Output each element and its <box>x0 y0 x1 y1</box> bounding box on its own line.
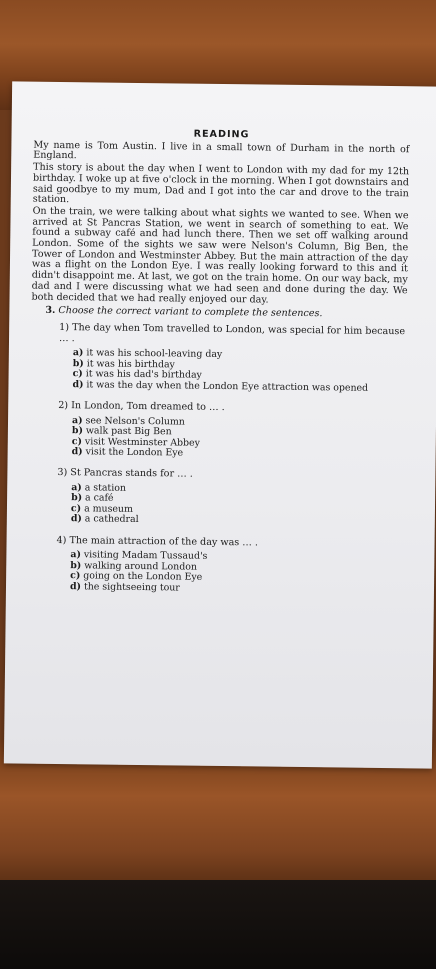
option-text: a café <box>85 492 114 505</box>
option-text: going on the London Eye <box>83 570 203 583</box>
option-letter: b) <box>72 357 84 370</box>
option-letter: a) <box>71 414 83 426</box>
option-letter: a) <box>70 549 81 561</box>
option-letter: d) <box>71 446 83 458</box>
answer-option[interactable] <box>72 380 406 394</box>
answer-options <box>71 483 405 529</box>
question-number: 2) <box>58 399 69 412</box>
option-letter: b) <box>71 425 83 437</box>
question-text <box>57 468 405 483</box>
question-prompt: St Pancras stands for … . <box>70 467 193 480</box>
option-text: it was his school-leaving day <box>86 347 223 361</box>
task-instruction <box>45 306 407 321</box>
option-letter: d) <box>70 513 82 525</box>
option-text: it was his dad's birthday <box>85 368 202 381</box>
worksheet-paper <box>4 81 436 768</box>
question-text <box>57 536 405 551</box>
question-prompt: The main attraction of the day was … . <box>69 534 259 549</box>
question-number: 4) <box>56 534 67 546</box>
question-text <box>59 323 407 349</box>
task-text: Choose the correct variant to complete the sentences. <box>58 305 323 320</box>
task-number: 3. <box>45 305 56 317</box>
question-text <box>58 401 406 416</box>
worksheet-content <box>28 128 410 608</box>
question-list <box>28 323 407 597</box>
option-letter: c) <box>70 502 82 515</box>
answer-options <box>72 416 406 462</box>
paragraph-london-trip: On the train, we were talking about what sights we wanted to see. When we arrived at St Pancras Station, we went in search of something to eat. We found a subway café and had lunch there. Then we set off walking around London. Some of the sights we saw were Nelson's Column, Big Ben, the Tower of London and Westminster Abbey. But the main attraction of the day was a flight on the London Eye. I was really looking forward to this and it didn't disappoint me. At last, we got on the train home. On our way back, my dad and I were discussing what we had seen and done during the day. We both decided that we had really enjoyed our day. <box>31 205 409 306</box>
option-text: the sightseeing tour <box>83 580 180 594</box>
option-letter: d) <box>72 378 84 390</box>
option-text: a station <box>84 482 126 494</box>
option-letter: c) <box>71 435 83 447</box>
option-text: a museum <box>84 503 133 515</box>
option-text: visit the London Eye <box>85 446 184 459</box>
option-text: it was the day when the London Eye attraction was opened <box>86 378 369 394</box>
question-1 <box>58 323 407 394</box>
question-prompt: The day when Tom travelled to London, was special for him because … . <box>58 322 406 344</box>
option-letter: b) <box>70 559 82 572</box>
option-text: see Nelson's Column <box>85 415 185 428</box>
option-text: walk past Big Ben <box>85 425 172 438</box>
paragraph-intro: My name is Tom Austin. I live in a small town of Durham in the north of England. <box>33 139 410 162</box>
question-prompt: In London, Tom dreamed to … . <box>71 400 225 414</box>
option-text: visit Westminster Abbey <box>84 435 200 449</box>
paragraph-morning: This story is about the day when I went to London with my dad for my 12th birthday. I woke up at five o'clock in the morning. When I got downstairs and said goodbye to my mum, Dad and I got into the car and drove to the train station. <box>32 161 410 206</box>
option-letter: d) <box>69 580 82 592</box>
option-letter: c) <box>72 368 83 380</box>
option-letter: b) <box>71 492 83 504</box>
option-text: walking around London <box>84 560 198 573</box>
question-2 <box>58 401 407 462</box>
question-number: 1) <box>59 321 70 334</box>
dark-floor <box>0 880 436 969</box>
option-letter: a) <box>72 347 84 359</box>
option-letter: a) <box>71 482 82 494</box>
question-number: 3) <box>57 467 68 479</box>
option-text: visiting Madam Tussaud's <box>83 549 208 563</box>
answer-options <box>72 349 406 395</box>
option-text: a cathedral <box>84 513 139 526</box>
option-letter: c) <box>70 570 81 582</box>
question-4 <box>56 536 405 597</box>
option-text: it was his birthday <box>86 358 175 371</box>
question-3 <box>57 468 406 529</box>
answer-options <box>70 551 404 597</box>
reading-heading: READING <box>193 128 250 141</box>
